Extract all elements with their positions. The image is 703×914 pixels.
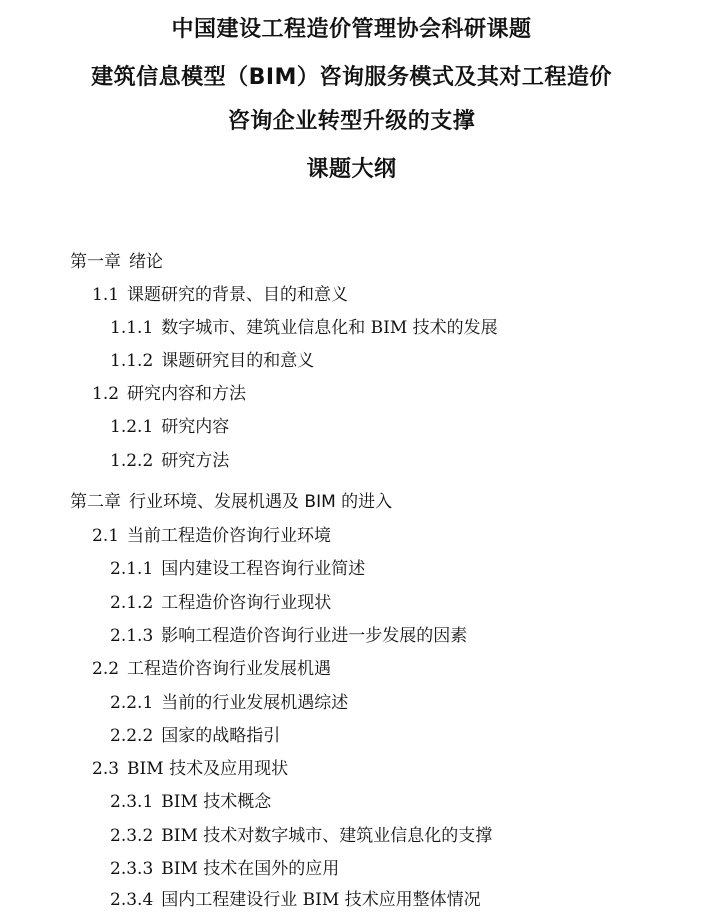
toc-number: 2.1 (92, 526, 120, 546)
toc-number: 2.1.3 (110, 626, 154, 646)
toc-title: 工程造价咨询行业发展机遇 (127, 659, 332, 679)
toc-number: 2.3.1 (110, 792, 154, 812)
toc-subsection-2-3-2 (110, 825, 492, 847)
toc-subsection-2-3-1 (110, 791, 271, 813)
toc-title: 工程造价咨询行业现状 (161, 593, 332, 613)
header-topic-line-2: 咨询企业转型升级的支撑 (227, 109, 476, 134)
toc-title: 绪论 (129, 252, 163, 272)
toc-number: 2.2 (92, 659, 120, 679)
toc-title: 研究内容 (161, 417, 230, 437)
toc-subsection-2-1-1 (110, 558, 365, 580)
toc-number: 第一章 (70, 252, 121, 272)
toc-title: 研究方法 (161, 451, 230, 471)
toc-number: 1.1.2 (110, 351, 154, 371)
toc-title: 国内工程建设行业 BIM 技术应用整体情况 (161, 890, 481, 910)
toc-number: 1.1.1 (110, 318, 154, 338)
toc-chapter-2 (70, 491, 392, 513)
toc-number: 1.1 (92, 285, 120, 305)
toc-chapter-1 (70, 251, 163, 273)
toc-subsection-2-3-4 (110, 889, 481, 911)
toc-number: 1.2.1 (110, 417, 154, 437)
toc-title: 国内建设工程咨询行业简述 (161, 559, 366, 579)
toc-number: 1.2 (92, 384, 120, 404)
toc-section-1-2 (92, 383, 246, 405)
toc-number: 2.2.1 (110, 693, 154, 713)
toc-number: 2.3.2 (110, 826, 154, 846)
toc-number: 2.1.2 (110, 593, 154, 613)
header-org-title: 中国建设工程造价管理协会科研课题 (171, 17, 532, 42)
toc-subsection-1-1-1 (110, 317, 498, 339)
toc-number: 1.2.2 (110, 451, 154, 471)
toc-subsection-2-1-3 (110, 625, 467, 647)
toc-title: 课题研究的背景、目的和意义 (127, 285, 349, 305)
header-outline-title: 课题大纲 (306, 157, 397, 182)
toc-subsection-2-1-2 (110, 592, 331, 614)
toc-subsection-1-1-2 (110, 350, 314, 372)
toc-title: 当前工程造价咨询行业环境 (127, 526, 332, 546)
toc-section-2-2 (92, 658, 331, 680)
toc-title: BIM 技术概念 (161, 792, 272, 812)
toc-title: 研究内容和方法 (127, 384, 247, 404)
toc-subsection-2-2-1 (110, 692, 348, 714)
toc-number: 2.1.1 (110, 559, 154, 579)
toc-number: 2.3.3 (110, 859, 154, 879)
toc-section-2-3 (92, 758, 288, 780)
toc-title: 国家的战略指引 (161, 726, 281, 746)
toc-title: BIM 技术及应用现状 (127, 759, 289, 779)
toc-number: 2.3.4 (110, 890, 154, 910)
toc-subsection-2-2-2 (110, 725, 280, 747)
toc-title: 数字城市、建筑业信息化和 BIM 技术的发展 (161, 318, 498, 338)
toc-subsection-1-2-2 (110, 450, 229, 472)
toc-section-1-1 (92, 284, 348, 306)
toc-section-2-1 (92, 525, 331, 547)
toc-title: 当前的行业发展机遇综述 (161, 693, 349, 713)
toc-subsection-2-3-3 (110, 858, 339, 880)
toc-subsection-1-2-1 (110, 416, 229, 438)
toc-title: 影响工程造价咨询行业进一步发展的因素 (161, 626, 468, 646)
toc-title: BIM 技术在国外的应用 (161, 859, 340, 879)
toc-title: 行业环境、发展机遇及 BIM 的进入 (129, 492, 393, 512)
header-topic-line-1: 建筑信息模型（BIM）咨询服务模式及其对工程造价 (91, 65, 612, 90)
toc-number: 第二章 (70, 492, 121, 512)
toc-title: 课题研究目的和意义 (161, 351, 315, 371)
toc-title: BIM 技术对数字城市、建筑业信息化的支撑 (161, 826, 493, 846)
toc-number: 2.3 (92, 759, 120, 779)
toc-number: 2.2.2 (110, 726, 154, 746)
